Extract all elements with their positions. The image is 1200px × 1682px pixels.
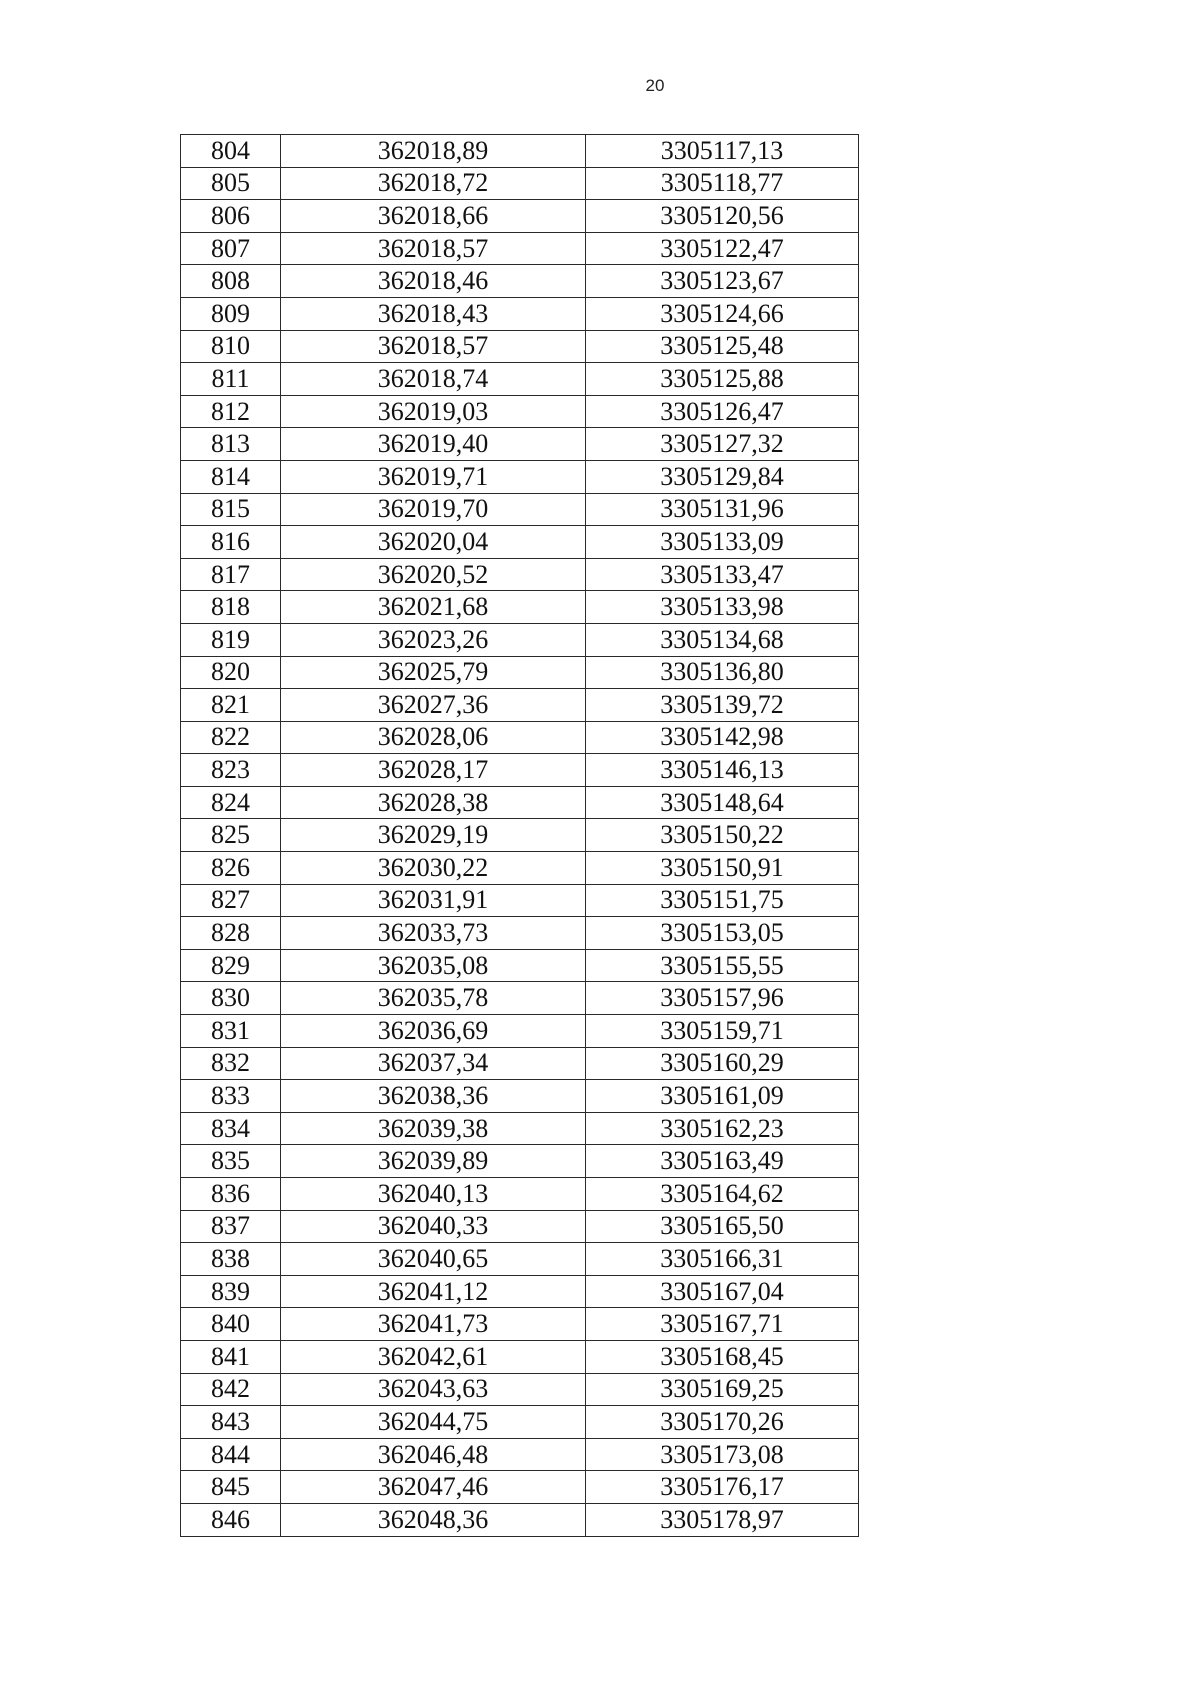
x-coordinate-cell: 362020,04 (281, 526, 586, 559)
y-coordinate-cell: 3305139,72 (586, 689, 859, 722)
x-coordinate-cell: 362035,78 (281, 982, 586, 1015)
table-row (181, 917, 859, 950)
x-coordinate-cell: 362044,75 (281, 1406, 586, 1439)
table-row (181, 1406, 859, 1439)
y-coordinate-cell: 3305125,88 (586, 363, 859, 396)
point-number-cell: 806 (181, 200, 281, 233)
point-number-cell: 805 (181, 167, 281, 200)
point-number-cell: 809 (181, 297, 281, 330)
point-number-cell: 812 (181, 395, 281, 428)
point-number-cell: 810 (181, 330, 281, 363)
y-coordinate-cell: 3305118,77 (586, 167, 859, 200)
y-coordinate-cell: 3305176,17 (586, 1471, 859, 1504)
y-coordinate-cell: 3305151,75 (586, 884, 859, 917)
point-number-cell: 825 (181, 819, 281, 852)
x-coordinate-cell: 362033,73 (281, 917, 586, 950)
y-coordinate-cell: 3305169,25 (586, 1373, 859, 1406)
table-row (181, 1373, 859, 1406)
table-row (181, 1145, 859, 1178)
x-coordinate-cell: 362041,12 (281, 1275, 586, 1308)
x-coordinate-cell: 362042,61 (281, 1340, 586, 1373)
x-coordinate-cell: 362018,46 (281, 265, 586, 298)
y-coordinate-cell: 3305155,55 (586, 949, 859, 982)
point-number-cell: 829 (181, 949, 281, 982)
y-coordinate-cell: 3305131,96 (586, 493, 859, 526)
x-coordinate-cell: 362018,66 (281, 200, 586, 233)
x-coordinate-cell: 362040,33 (281, 1210, 586, 1243)
point-number-cell: 836 (181, 1178, 281, 1211)
point-number-cell: 842 (181, 1373, 281, 1406)
x-coordinate-cell: 362028,38 (281, 786, 586, 819)
x-coordinate-cell: 362028,06 (281, 721, 586, 754)
table-row (181, 167, 859, 200)
table-row (181, 786, 859, 819)
point-number-cell: 811 (181, 363, 281, 396)
x-coordinate-cell: 362038,36 (281, 1080, 586, 1113)
point-number-cell: 828 (181, 917, 281, 950)
y-coordinate-cell: 3305163,49 (586, 1145, 859, 1178)
table-row (181, 754, 859, 787)
y-coordinate-cell: 3305150,91 (586, 852, 859, 885)
point-number-cell: 837 (181, 1210, 281, 1243)
y-coordinate-cell: 3305166,31 (586, 1243, 859, 1276)
table-row (181, 591, 859, 624)
y-coordinate-cell: 3305170,26 (586, 1406, 859, 1439)
x-coordinate-cell: 362039,89 (281, 1145, 586, 1178)
x-coordinate-cell: 362031,91 (281, 884, 586, 917)
y-coordinate-cell: 3305178,97 (586, 1503, 859, 1536)
x-coordinate-cell: 362018,72 (281, 167, 586, 200)
x-coordinate-cell: 362018,74 (281, 363, 586, 396)
y-coordinate-cell: 3305136,80 (586, 656, 859, 689)
table-row (181, 526, 859, 559)
y-coordinate-cell: 3305150,22 (586, 819, 859, 852)
table-row (181, 1210, 859, 1243)
x-coordinate-cell: 362043,63 (281, 1373, 586, 1406)
x-coordinate-cell: 362019,40 (281, 428, 586, 461)
point-number-cell: 813 (181, 428, 281, 461)
y-coordinate-cell: 3305142,98 (586, 721, 859, 754)
point-number-cell: 816 (181, 526, 281, 559)
point-number-cell: 831 (181, 1015, 281, 1048)
point-number-cell: 846 (181, 1503, 281, 1536)
x-coordinate-cell: 362019,03 (281, 395, 586, 428)
table-row (181, 949, 859, 982)
y-coordinate-cell: 3305133,47 (586, 558, 859, 591)
point-number-cell: 834 (181, 1112, 281, 1145)
table-row (181, 982, 859, 1015)
table-row (181, 395, 859, 428)
x-coordinate-cell: 362036,69 (281, 1015, 586, 1048)
x-coordinate-cell: 362018,57 (281, 232, 586, 265)
x-coordinate-cell: 362048,36 (281, 1503, 586, 1536)
y-coordinate-cell: 3305125,48 (586, 330, 859, 363)
y-coordinate-cell: 3305167,71 (586, 1308, 859, 1341)
x-coordinate-cell: 362019,71 (281, 460, 586, 493)
x-coordinate-cell: 362047,46 (281, 1471, 586, 1504)
x-coordinate-cell: 362040,13 (281, 1178, 586, 1211)
point-number-cell: 814 (181, 460, 281, 493)
point-number-cell: 838 (181, 1243, 281, 1276)
y-coordinate-cell: 3305161,09 (586, 1080, 859, 1113)
point-number-cell: 822 (181, 721, 281, 754)
coordinates-table (180, 134, 859, 1537)
y-coordinate-cell: 3305173,08 (586, 1438, 859, 1471)
y-coordinate-cell: 3305153,05 (586, 917, 859, 950)
table-body (181, 135, 859, 1537)
table-row (181, 428, 859, 461)
x-coordinate-cell: 362020,52 (281, 558, 586, 591)
point-number-cell: 807 (181, 232, 281, 265)
table-row (181, 200, 859, 233)
y-coordinate-cell: 3305133,09 (586, 526, 859, 559)
x-coordinate-cell: 362018,57 (281, 330, 586, 363)
y-coordinate-cell: 3305123,67 (586, 265, 859, 298)
y-coordinate-cell: 3305165,50 (586, 1210, 859, 1243)
point-number-cell: 815 (181, 493, 281, 526)
x-coordinate-cell: 362025,79 (281, 656, 586, 689)
point-number-cell: 819 (181, 623, 281, 656)
point-number-cell: 824 (181, 786, 281, 819)
x-coordinate-cell: 362041,73 (281, 1308, 586, 1341)
x-coordinate-cell: 362018,43 (281, 297, 586, 330)
page-number: 20 (645, 76, 665, 95)
table-row (181, 265, 859, 298)
table-row (181, 558, 859, 591)
x-coordinate-cell: 362037,34 (281, 1047, 586, 1080)
point-number-cell: 820 (181, 656, 281, 689)
y-coordinate-cell: 3305162,23 (586, 1112, 859, 1145)
point-number-cell: 818 (181, 591, 281, 624)
x-coordinate-cell: 362019,70 (281, 493, 586, 526)
point-number-cell: 845 (181, 1471, 281, 1504)
table-row (181, 1471, 859, 1504)
x-coordinate-cell: 362035,08 (281, 949, 586, 982)
point-number-cell: 835 (181, 1145, 281, 1178)
table-row (181, 297, 859, 330)
table-row (181, 232, 859, 265)
y-coordinate-cell: 3305160,29 (586, 1047, 859, 1080)
x-coordinate-cell: 362039,38 (281, 1112, 586, 1145)
point-number-cell: 808 (181, 265, 281, 298)
point-number-cell: 821 (181, 689, 281, 722)
y-coordinate-cell: 3305164,62 (586, 1178, 859, 1211)
point-number-cell: 832 (181, 1047, 281, 1080)
y-coordinate-cell: 3305134,68 (586, 623, 859, 656)
table-row (181, 1275, 859, 1308)
table-row (181, 493, 859, 526)
y-coordinate-cell: 3305126,47 (586, 395, 859, 428)
point-number-cell: 823 (181, 754, 281, 787)
point-number-cell: 841 (181, 1340, 281, 1373)
table-row (181, 1503, 859, 1536)
y-coordinate-cell: 3305117,13 (586, 135, 859, 168)
y-coordinate-cell: 3305124,66 (586, 297, 859, 330)
x-coordinate-cell: 362040,65 (281, 1243, 586, 1276)
y-coordinate-cell: 3305122,47 (586, 232, 859, 265)
y-coordinate-cell: 3305133,98 (586, 591, 859, 624)
point-number-cell: 804 (181, 135, 281, 168)
x-coordinate-cell: 362029,19 (281, 819, 586, 852)
x-coordinate-cell: 362018,89 (281, 135, 586, 168)
x-coordinate-cell: 362046,48 (281, 1438, 586, 1471)
table-row (181, 852, 859, 885)
y-coordinate-cell: 3305157,96 (586, 982, 859, 1015)
point-number-cell: 840 (181, 1308, 281, 1341)
x-coordinate-cell: 362027,36 (281, 689, 586, 722)
x-coordinate-cell: 362028,17 (281, 754, 586, 787)
table-row (181, 1340, 859, 1373)
table-row (181, 819, 859, 852)
x-coordinate-cell: 362023,26 (281, 623, 586, 656)
table-row (181, 1047, 859, 1080)
y-coordinate-cell: 3305148,64 (586, 786, 859, 819)
y-coordinate-cell: 3305127,32 (586, 428, 859, 461)
point-number-cell: 843 (181, 1406, 281, 1439)
point-number-cell: 827 (181, 884, 281, 917)
point-number-cell: 833 (181, 1080, 281, 1113)
table-row (181, 460, 859, 493)
table-row (181, 884, 859, 917)
table-row (181, 330, 859, 363)
table-row (181, 1438, 859, 1471)
table-row (181, 1243, 859, 1276)
point-number-cell: 844 (181, 1438, 281, 1471)
point-number-cell: 826 (181, 852, 281, 885)
table-row (181, 1112, 859, 1145)
table-row (181, 363, 859, 396)
y-coordinate-cell: 3305159,71 (586, 1015, 859, 1048)
table-row (181, 1015, 859, 1048)
table-row (181, 1178, 859, 1211)
point-number-cell: 817 (181, 558, 281, 591)
table-row (181, 656, 859, 689)
table-row (181, 1080, 859, 1113)
table-row (181, 689, 859, 722)
y-coordinate-cell: 3305129,84 (586, 460, 859, 493)
table-row (181, 135, 859, 168)
y-coordinate-cell: 3305168,45 (586, 1340, 859, 1373)
table-row (181, 623, 859, 656)
table-row (181, 721, 859, 754)
point-number-cell: 839 (181, 1275, 281, 1308)
y-coordinate-cell: 3305167,04 (586, 1275, 859, 1308)
point-number-cell: 830 (181, 982, 281, 1015)
y-coordinate-cell: 3305146,13 (586, 754, 859, 787)
x-coordinate-cell: 362021,68 (281, 591, 586, 624)
x-coordinate-cell: 362030,22 (281, 852, 586, 885)
table-row (181, 1308, 859, 1341)
y-coordinate-cell: 3305120,56 (586, 200, 859, 233)
